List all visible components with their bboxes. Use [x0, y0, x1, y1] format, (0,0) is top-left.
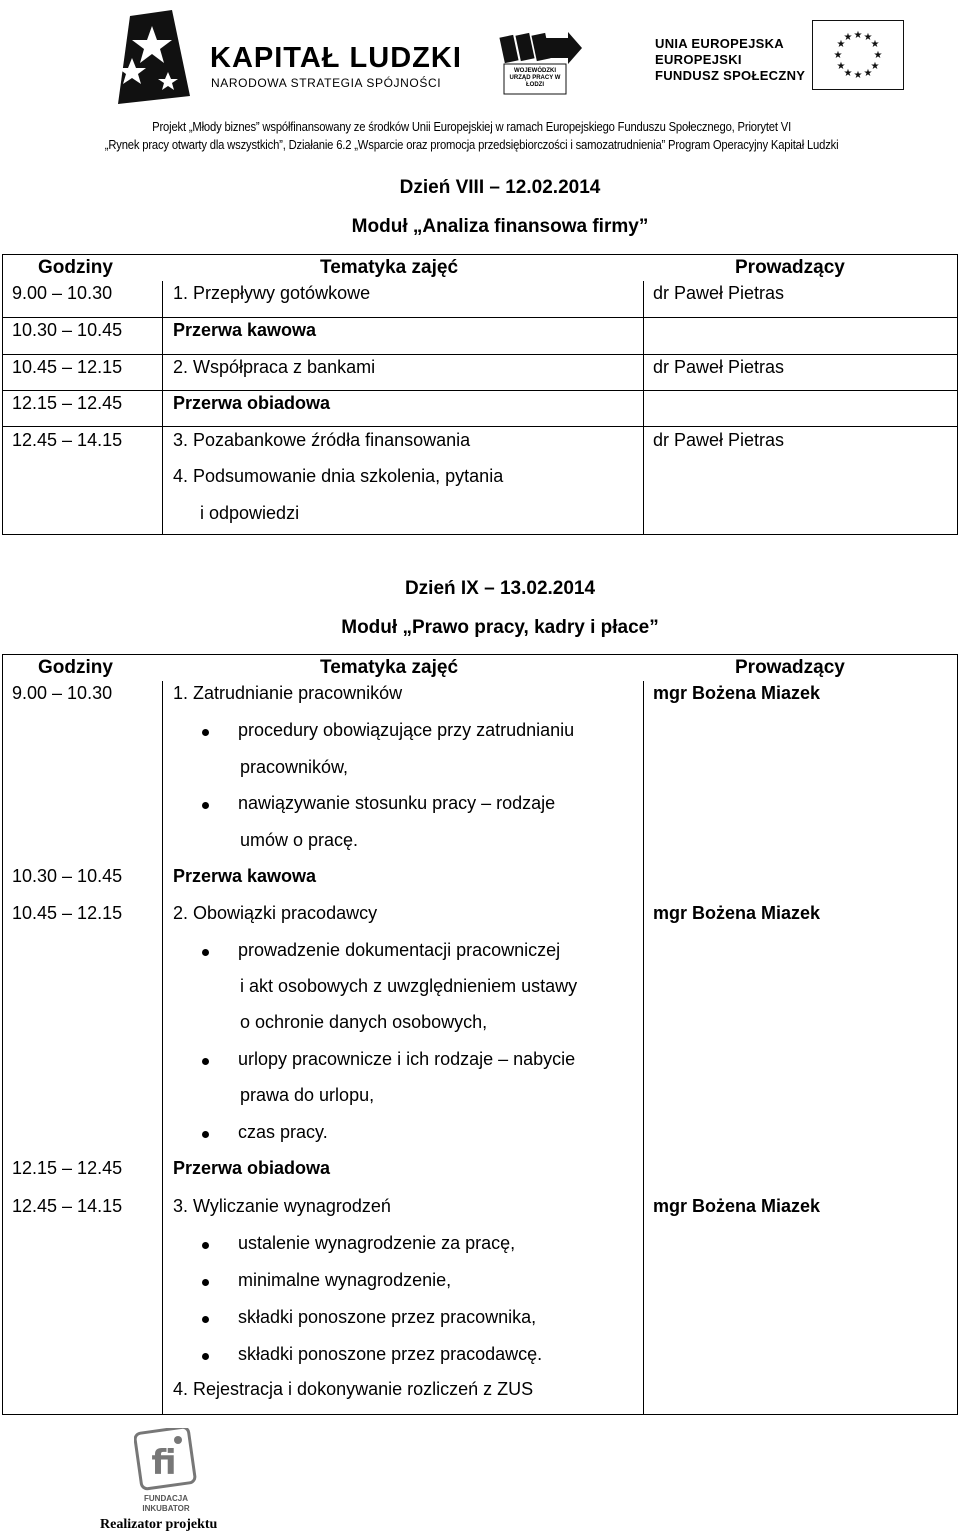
bullet-icon — [202, 1242, 209, 1249]
row-hours: 12.15 – 12.45 — [12, 1158, 123, 1178]
row-topic: 3. Wyliczanie wynagrodzeń — [173, 1196, 391, 1216]
kapital-ludzki-subtitle: NARODOWA STRATEGIA SPÓJNOŚCI — [211, 76, 442, 90]
svg-text:★: ★ — [833, 50, 843, 61]
row-hours: 10.45 – 12.15 — [12, 903, 123, 923]
kapital-ludzki-title: KAPITAŁ LUDZKI — [210, 42, 462, 74]
project-info-line-2: „Rynek pracy otwarty dla wszystkich”, Działanie 6.2 „Wsparcie oraz promocja przedsiębiorczości i samozatrudnienia” Program Operacyjny Kapitał Ludzki — [104, 138, 839, 152]
row-hours: 10.30 – 10.45 — [12, 866, 123, 886]
header-lead: Prowadzący — [735, 657, 845, 678]
bullet-icon — [202, 802, 209, 809]
row-topic: 1. Przepływy gotówkowe — [173, 283, 371, 303]
wup-lodz-logo — [498, 30, 582, 96]
eu-flag-icon — [812, 20, 904, 90]
row-hours: 12.15 – 12.45 — [12, 393, 123, 413]
svg-text:★: ★ — [863, 32, 873, 43]
bullet-icon — [202, 1131, 209, 1138]
day9-title: Dzień IX – 13.02.2014 — [404, 578, 596, 599]
bullet-text: urlopy pracownicze i ich rodzaje – nabycie — [238, 1049, 576, 1069]
svg-text:★: ★ — [836, 61, 846, 72]
row-topic: 2. Współpraca z bankami — [173, 357, 376, 377]
svg-text:fi: fi — [151, 1443, 177, 1483]
row-hours: 12.45 – 14.15 — [12, 430, 123, 450]
svg-text:★: ★ — [870, 39, 880, 50]
row-lead: dr Paweł Pietras — [653, 430, 785, 450]
project-realizer-label: Realizator projektu — [100, 1517, 218, 1532]
row-hours: 9.00 – 10.30 — [12, 283, 113, 303]
row-topic-line-3: i odpowiedzi — [200, 503, 300, 523]
bullet-text: procedury obowiązujące przy zatrudnianiu — [238, 720, 575, 740]
row-lead: dr Paweł Pietras — [653, 357, 785, 377]
bullet-icon — [202, 1353, 209, 1360]
eu-fund-text — [655, 36, 805, 84]
svg-text:★: ★ — [873, 50, 883, 61]
day9-module-title: Moduł „Prawo pracy, kadry i płace” — [341, 617, 659, 638]
row-hours: 12.45 – 14.15 — [12, 1196, 123, 1216]
bullet-text: prowadzenie dokumentacji pracowniczej — [238, 940, 561, 960]
bullet-text: ustalenie wynagrodzenie za pracę, — [238, 1233, 516, 1253]
header-hours: Godziny — [38, 257, 113, 278]
header-topic: Tematyka zajęć — [320, 657, 459, 678]
row-break: Przerwa obiadowa — [173, 393, 331, 413]
bullet-text-continued: pracowników, — [240, 757, 349, 777]
project-info-line-1: Projekt „Młody biznes” współfinansowany ze środków Unii Europejskiej w ramach Europejskiego Funduszu Społecznego, Priorytet VI — [152, 120, 792, 134]
bullet-icon — [202, 1279, 209, 1286]
row-lead: mgr Bożena Miazek — [653, 683, 821, 703]
row-hours: 10.45 – 12.15 — [12, 357, 123, 377]
row-lead: mgr Bożena Miazek — [653, 903, 821, 923]
row-topic-extra: 4. Rejestracja i dokonywanie rozliczeń z ZUS — [173, 1379, 534, 1399]
row-topic: 1. Zatrudnianie pracowników — [173, 683, 403, 703]
day8-module-title: Moduł „Analiza finansowa firmy” — [351, 216, 649, 237]
bullet-text-continued: o ochronie danych osobowych, — [240, 1012, 488, 1032]
row-topic: 3. Pozabankowe źródła finansowania — [173, 430, 471, 450]
row-hours: 10.30 – 10.45 — [12, 320, 123, 340]
row-break: Przerwa kawowa — [173, 320, 317, 340]
bullet-text: składki ponoszone przez pracodawcę. — [238, 1344, 543, 1364]
wup-lodz-text: WOJEWÓDZKI URZĄD PRACY W ŁODZI — [509, 68, 561, 88]
svg-text:★: ★ — [853, 30, 863, 41]
eu-line-1: UNIA EUROPEJSKA — [655, 36, 784, 51]
svg-text:★: ★ — [836, 39, 846, 50]
row-break: Przerwa kawowa — [173, 866, 317, 886]
row-lead: dr Paweł Pietras — [653, 283, 785, 303]
bullet-icon — [202, 949, 209, 956]
header-hours: Godziny — [38, 657, 113, 678]
fundacja-inkubator-text: FUNDACJA INKUBATOR — [142, 1494, 190, 1513]
bullet-text: minimalne wynagrodzenie, — [238, 1270, 452, 1290]
header-topic: Tematyka zajęć — [320, 257, 459, 278]
bullet-text: czas pracy. — [238, 1122, 328, 1142]
row-hours: 9.00 – 10.30 — [12, 683, 113, 703]
svg-text:★: ★ — [870, 61, 880, 72]
row-topic-line-2: 4. Podsumowanie dnia szkolenia, pytania — [173, 466, 504, 486]
bullet-icon — [202, 1058, 209, 1065]
svg-text:★: ★ — [853, 70, 863, 81]
bullet-text-continued: prawa do urlopu, — [240, 1085, 375, 1105]
row-topic: 2. Obowiązki pracodawcy — [173, 903, 378, 923]
kapital-ludzki-logo-icon — [112, 8, 192, 104]
header-lead: Prowadzący — [735, 257, 845, 278]
svg-text:★: ★ — [843, 32, 853, 43]
day8-schedule-table — [0, 254, 960, 538]
day9-schedule-table — [0, 654, 960, 1416]
row-lead: mgr Bożena Miazek — [653, 1196, 821, 1216]
bullet-icon — [202, 1316, 209, 1323]
bullet-text-continued: i akt osobowych z uwzględnieniem ustawy — [240, 976, 578, 996]
row-break: Przerwa obiadowa — [173, 1158, 331, 1178]
bullet-icon — [202, 729, 209, 736]
fundacja-inkubator-logo-icon — [134, 1428, 198, 1518]
eu-line-3: FUNDUSZ SPOŁECZNY — [655, 68, 806, 83]
eu-line-2: EUROPEJSKI — [655, 52, 742, 67]
svg-text:★: ★ — [843, 68, 853, 79]
bullet-text: nawiązywanie stosunku pracy – rodzaje — [238, 793, 556, 813]
bullet-text: składki ponoszone przez pracownika, — [238, 1307, 537, 1327]
svg-text:★: ★ — [863, 68, 873, 79]
bullet-text-continued: umów o pracę. — [240, 830, 359, 850]
day8-title: Dzień VIII – 12.02.2014 — [399, 177, 601, 198]
